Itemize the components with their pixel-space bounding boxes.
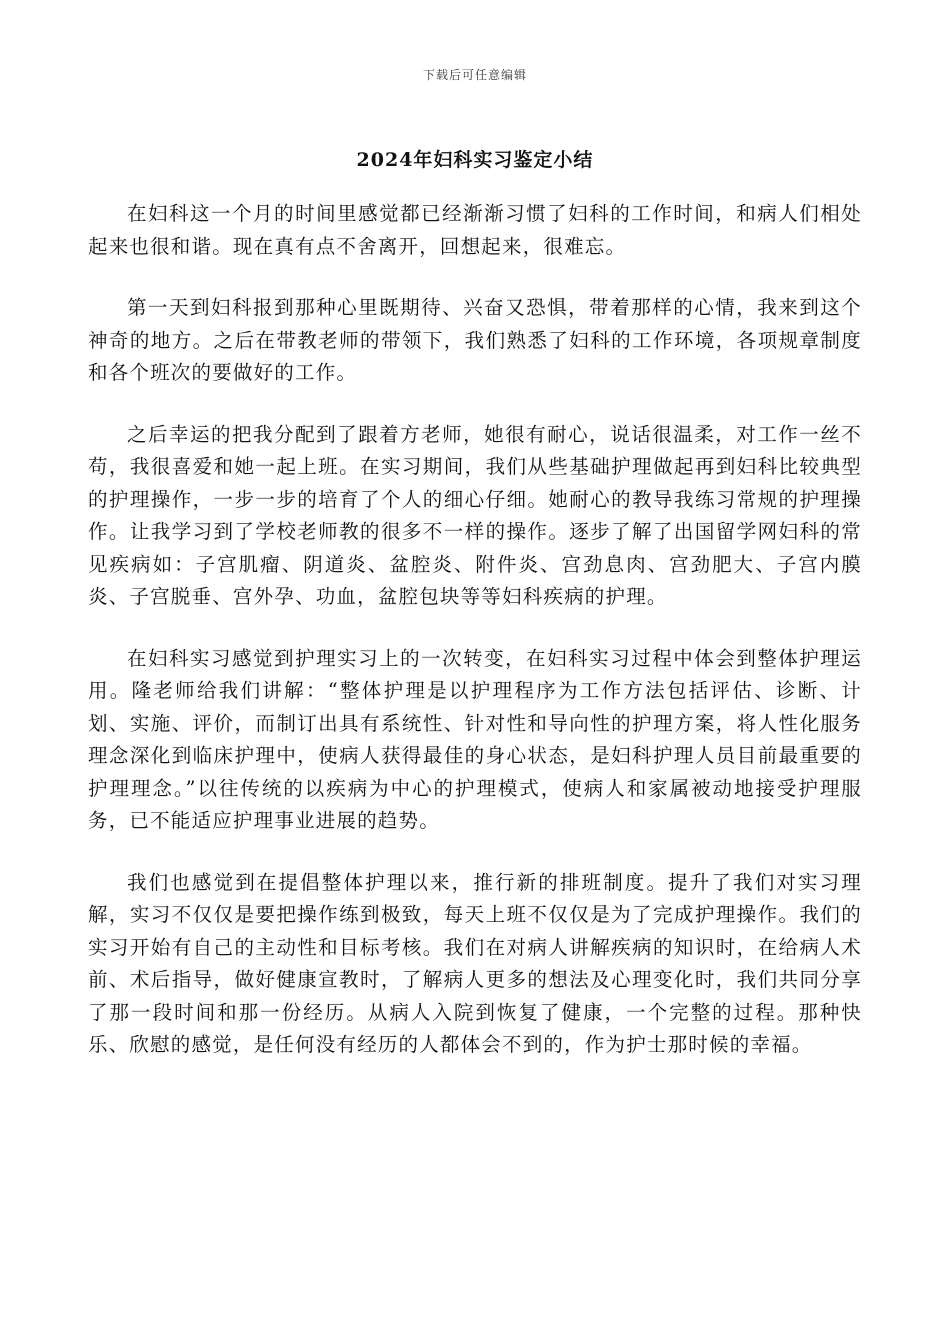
header-note: 下载后可任意编辑 [422,68,527,82]
paragraph-2: 第一天到妇科报到那种心里既期待、兴奋又恐惧，带着那样的心情，我来到这个神奇的地方。之后在带教老师的带领下，我们熟悉了妇科的工作环境，各项规章制度和各个班次的要做好的工作。 [88,296,862,384]
paragraph-3: 之后幸运的把我分配到了跟着方老师，她很有耐心，说话很温柔，对工作一丝不苟，我很喜爱和她一起上班。在实习期间，我们从些基础护理做起再到妇科比较典型的护理操作，一步一步的培育了个人的细心仔细。她耐心的教导我练习常规的护理操作。让我学习到了学校老师教的很多不一样的操作。逐步了解了出国留学网妇科的常见疾病如：子宫肌瘤、阴道炎、盆腔炎、附件炎、宫劲息肉、宫劲肥大、子宫内膜炎、子宫脱垂、宫外孕、功血，盆腔包块等等妇科疾病的护理。 [88,422,862,608]
paragraph-4: 在妇科实习感觉到护理实习上的一次转变，在妇科实习过程中体会到整体护理运用。隆老师给我们讲解：“整体护理是以护理程序为工作方法包括评估、诊断、计划、实施、评价，而制订出具有系统性、针对性和导向性的护理方案，将人性化服务理念深化到临床护理中，使病人获得最佳的身心状态，是妇科护理人员目前最重要的护理理念。”以往传统的以疾病为中心的护理模式，使病人和家属被动地接受护理服务，已不能适应护理事业进展的趋势。 [88,646,862,832]
document-body [88,198,862,1091]
document-title: 2024年妇科实习鉴定小结 [356,149,594,171]
paragraph-1: 在妇科这一个月的时间里感觉都已经渐渐习惯了妇科的工作时间，和病人们相处起来也很和谐。现在真有点不舍离开，回想起来，很难忘。 [88,202,862,258]
paragraph-5: 我们也感觉到在提倡整体护理以来，推行新的排班制度。提升了我们对实习理解，实习不仅仅是要把操作练到极致，每天上班不仅仅是为了完成护理操作。我们的实习开始有自己的主动性和目标考核。我们在对病人讲解疾病的知识时，在给病人术前、术后指导，做好健康宣教时，了解病人更多的想法及心理变化时，我们共同分享了那一段时间和那一份经历。从病人入院到恢复了健康，一个完整的过程。那种快乐、欣慰的感觉，是任何没有经历的人都体会不到的，作为护士那时候的幸福。 [88,870,862,1056]
